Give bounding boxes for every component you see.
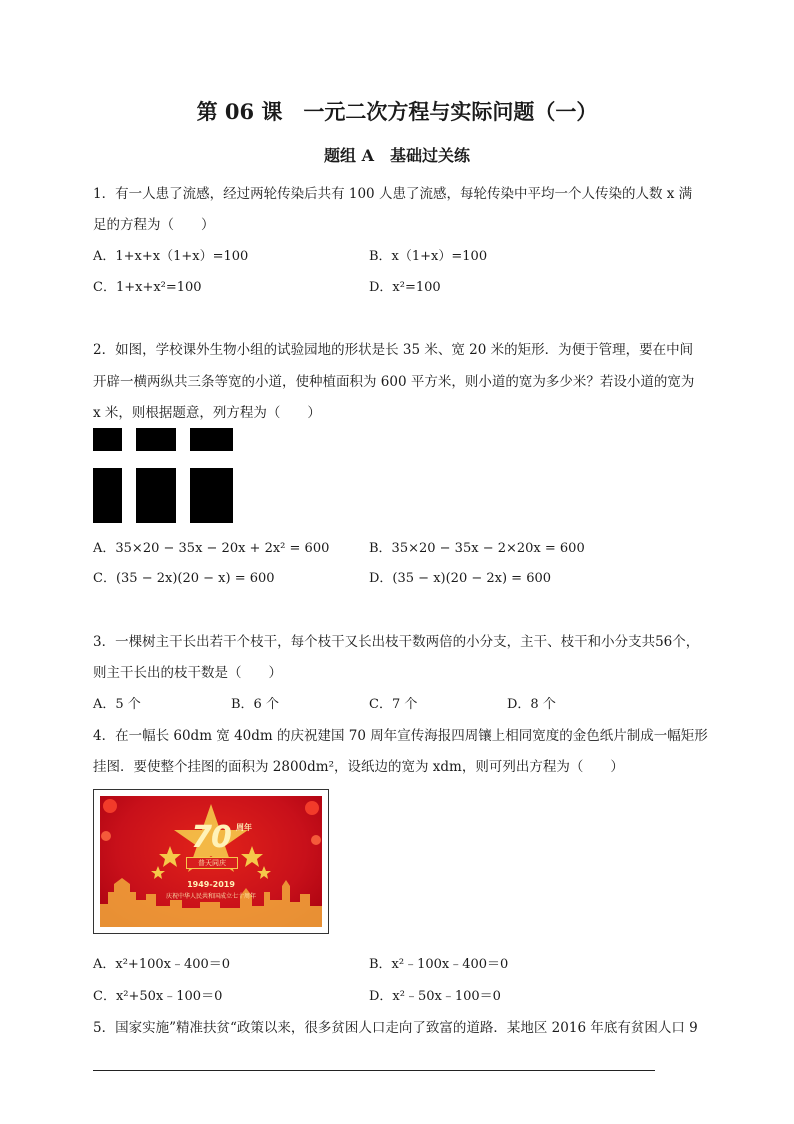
q2-stem-line3: x 米，则根据题意，列方程为（ ）: [93, 405, 321, 421]
plot-block: [93, 468, 122, 523]
page-title: 第 06 课 一元二次方程与实际问题（一）: [196, 99, 598, 124]
q3-option-a: A．5 个: [93, 697, 141, 712]
q1-stem-line1: 1．有一人患了流感，经过两轮传染后共有 100 人患了流感，每轮传染中平均一个人传染的人数 x 满: [93, 186, 693, 202]
plot-block: [136, 468, 176, 523]
q4-stem-line2: 挂图．要使整个挂图的面积为 2800dm²，设纸边的宽为 xdm，则可列出方程为（ ）: [93, 759, 624, 775]
q2-option-a: A．35×20 − 35x − 20x + 2x² = 600: [93, 541, 330, 556]
q2-option-c: C．(35 − 2x)(20 − x) = 600: [93, 571, 275, 586]
q4-option-c: C．x²+50x﹣100＝0: [93, 989, 223, 1004]
poster-big-number: 70: [191, 820, 231, 855]
q3-stem-line2: 则主干长出的枝干数是（ ）: [93, 665, 282, 681]
q5-stem-line1: 5．国家实施”精准扶贫“政策以来，很多贫困人口走向了致富的道路．某地区 2016 年底有贫困人口 9: [93, 1020, 698, 1036]
q3-option-c: C．7 个: [369, 697, 418, 712]
q3-option-b: B．6 个: [231, 697, 279, 712]
poster-years-label: 周年: [236, 823, 252, 832]
plot-block: [190, 428, 233, 451]
poster-dates: 1949-2019: [187, 880, 235, 889]
garden-plot-figure: [93, 428, 233, 523]
q2-option-b: B．35×20 − 35x − 2×20x = 600: [369, 541, 585, 556]
footer-divider: [93, 1070, 655, 1071]
q1-option-a: A．1+x+x（1+x）=100: [93, 249, 249, 264]
poster-caption: 庆祝中华人民共和国成立七十周年: [165, 893, 256, 900]
q4-option-b: B．x²﹣100x﹣400＝0: [369, 957, 509, 972]
plot-block: [136, 428, 176, 451]
q3-option-d: D．8 个: [507, 697, 556, 712]
q1-option-d: D．x²=100: [369, 280, 441, 295]
poster-banner: 普天同庆: [186, 857, 238, 869]
q2-stem-line1: 2．如图，学校课外生物小组的试验园地的形状是长 35 米、宽 20 米的矩形．为便于管理，要在中间: [93, 342, 694, 358]
plot-block: [93, 428, 122, 451]
q2-stem-line2: 开辟一横两纵共三条等宽的小道，使种植面积为 600 平方米，则小道的宽为多少米？若设小道的宽为: [93, 374, 695, 390]
section-title: 题组 A 基础过关练: [324, 146, 470, 165]
q3-stem-line1: 3．一棵树主干长出若干个枝干，每个枝干又长出枝干数两倍的小分支，主干、枝干和小分支共56个，: [93, 634, 700, 650]
q2-option-d: D．(35 − x)(20 − 2x) = 600: [369, 571, 552, 586]
q4-stem-line1: 4．在一幅长 60dm 宽 40dm 的庆祝建国 70 周年宣传海报四周镶上相同宽度的金色纸片制成一幅矩形: [93, 728, 708, 744]
q1-stem-line2: 足的方程为（ ）: [93, 217, 215, 233]
q1-option-c: C．1+x+x²=100: [93, 280, 202, 295]
q1-option-b: B．x（1+x）=100: [369, 249, 488, 264]
q4-option-a: A．x²+100x﹣400＝0: [93, 957, 231, 972]
q4-option-d: D．x²﹣50x﹣100＝0: [369, 989, 501, 1004]
plot-block: [190, 468, 233, 523]
anniversary-poster-image: [93, 789, 329, 934]
